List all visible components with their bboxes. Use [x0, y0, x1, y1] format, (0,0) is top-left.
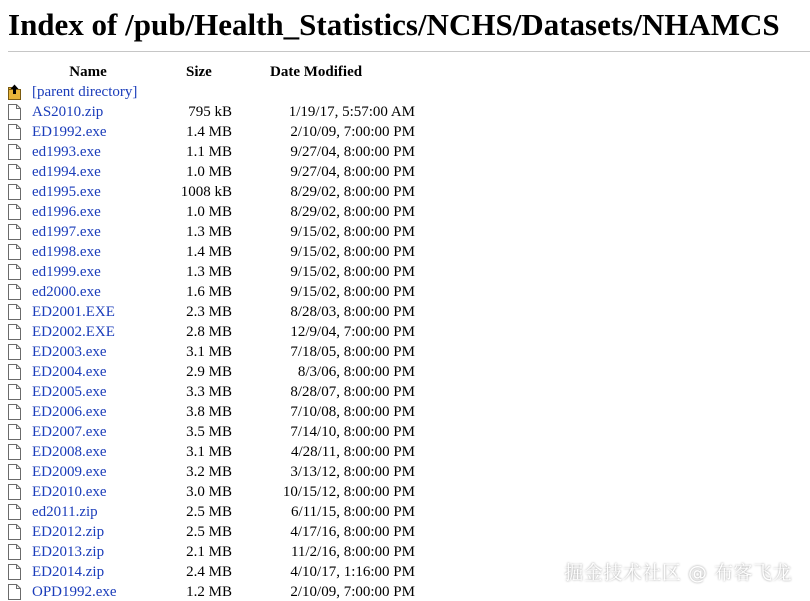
column-header-size[interactable]: Size	[186, 63, 212, 80]
file-name-cell	[8, 522, 168, 542]
file-icon	[8, 364, 21, 380]
file-icon	[8, 164, 21, 180]
file-icon	[8, 544, 21, 560]
file-link[interactable]: ed1999.exe	[32, 263, 101, 280]
file-icon	[8, 244, 21, 260]
file-icon	[8, 264, 21, 280]
file-date-modified: 7/18/05, 8:00:00 PM	[290, 343, 415, 360]
file-date-modified: 4/28/11, 8:00:00 PM	[290, 443, 415, 460]
file-link[interactable]: ED2005.exe	[32, 383, 107, 400]
file-date-modified: 2/10/09, 7:00:00 PM	[290, 583, 415, 600]
file-link[interactable]: ed1994.exe	[32, 163, 101, 180]
table-row	[8, 322, 415, 342]
table-row	[8, 342, 415, 362]
file-link[interactable]: OPD1992.exe	[32, 583, 117, 600]
file-name-cell	[8, 462, 168, 482]
file-link[interactable]: ED2002.EXE	[32, 323, 115, 340]
table-row	[8, 502, 415, 522]
file-date-modified: 9/15/02, 8:00:00 PM	[290, 283, 415, 300]
file-size: 1.6 MB	[186, 283, 232, 300]
file-size: 3.1 MB	[186, 443, 232, 460]
file-name-cell	[8, 102, 168, 122]
file-size: 1.1 MB	[186, 143, 232, 160]
file-icon	[8, 564, 21, 580]
file-date-modified: 8/29/02, 8:00:00 PM	[290, 203, 415, 220]
directory-listing-table	[8, 62, 415, 601]
file-icon	[8, 304, 21, 320]
table-row	[8, 242, 415, 262]
file-icon	[8, 344, 21, 360]
file-icon	[8, 104, 21, 120]
file-name-cell	[8, 142, 168, 162]
file-link[interactable]: ED2014.zip	[32, 563, 105, 580]
table-row	[8, 382, 415, 402]
file-name-cell	[8, 302, 168, 322]
table-row	[8, 422, 415, 442]
table-row	[8, 202, 415, 222]
file-size: 2.4 MB	[186, 563, 232, 580]
file-icon	[8, 504, 21, 520]
table-header-row	[8, 62, 415, 82]
title-divider	[8, 51, 810, 52]
file-name-cell	[8, 222, 168, 242]
file-icon	[8, 124, 21, 140]
file-link[interactable]: ed2000.exe	[32, 283, 101, 300]
file-name-cell	[8, 382, 168, 402]
file-size: 3.8 MB	[186, 403, 232, 420]
file-icon	[8, 444, 21, 460]
file-icon	[8, 204, 21, 220]
file-date-modified: 3/13/12, 8:00:00 PM	[290, 463, 415, 480]
file-icon	[8, 584, 21, 600]
table-row	[8, 222, 415, 242]
file-size: 1008 kB	[180, 183, 232, 200]
file-icon	[8, 144, 21, 160]
file-name-cell	[8, 202, 168, 222]
table-row	[8, 582, 415, 601]
file-size: 1.3 MB	[186, 263, 232, 280]
table-row	[8, 522, 415, 542]
file-link[interactable]: ED2006.exe	[32, 403, 107, 420]
file-link[interactable]: ED2007.exe	[32, 423, 107, 440]
file-icon	[8, 424, 21, 440]
file-link[interactable]: ED2010.exe	[32, 483, 107, 500]
table-row	[8, 282, 415, 302]
file-size: 1.4 MB	[186, 123, 232, 140]
file-size: 2.8 MB	[186, 323, 232, 340]
table-row	[8, 102, 415, 122]
file-date-modified: 8/28/03, 8:00:00 PM	[290, 303, 415, 320]
file-icon	[8, 404, 21, 420]
column-header-date-modified[interactable]: Date Modified	[270, 63, 363, 80]
file-name-cell	[8, 562, 168, 582]
file-name-cell	[8, 322, 168, 342]
file-name-cell	[8, 122, 168, 142]
file-name-cell	[8, 422, 168, 442]
parent-directory-link[interactable]: [parent directory]	[32, 83, 138, 100]
file-name-cell	[8, 362, 168, 382]
file-size: 2.1 MB	[186, 543, 232, 560]
file-size: 795 kB	[188, 103, 232, 120]
folder-up-icon	[8, 84, 21, 100]
table-row	[8, 482, 415, 502]
file-name-cell	[8, 502, 168, 522]
file-date-modified: 9/27/04, 8:00:00 PM	[290, 143, 415, 160]
file-link[interactable]: ED2012.zip	[32, 523, 105, 540]
file-link[interactable]: ed1996.exe	[32, 203, 101, 220]
file-name-cell	[8, 262, 168, 282]
file-link[interactable]: ed2011.zip	[32, 503, 98, 520]
file-icon	[8, 484, 21, 500]
file-link[interactable]: ED2001.EXE	[32, 303, 115, 320]
file-icon	[8, 184, 21, 200]
file-date-modified: 9/15/02, 8:00:00 PM	[290, 223, 415, 240]
file-name-cell	[8, 182, 168, 202]
file-date-modified: 9/27/04, 8:00:00 PM	[290, 163, 415, 180]
file-date-modified: 7/14/10, 8:00:00 PM	[290, 423, 415, 440]
file-size: 3.2 MB	[186, 463, 232, 480]
table-row	[8, 442, 415, 462]
table-row	[8, 302, 415, 322]
file-size: 2.5 MB	[186, 523, 232, 540]
file-link[interactable]: ED2009.exe	[32, 463, 107, 480]
file-date-modified: 12/9/04, 7:00:00 PM	[290, 323, 415, 340]
page-title: Index of /pub/Health_Statistics/NCHS/Datasets/NHAMCS	[8, 7, 780, 42]
file-size: 1.3 MB	[186, 223, 232, 240]
file-date-modified: 1/19/17, 5:57:00 AM	[288, 103, 415, 120]
file-date-modified: 9/15/02, 8:00:00 PM	[290, 243, 415, 260]
file-size: 3.0 MB	[186, 483, 232, 500]
file-link[interactable]: ED2004.exe	[32, 363, 107, 380]
file-icon	[8, 524, 21, 540]
file-date-modified: 2/10/09, 7:00:00 PM	[290, 123, 415, 140]
file-name-cell	[8, 402, 168, 422]
file-name-cell	[8, 282, 168, 302]
file-date-modified: 8/29/02, 8:00:00 PM	[290, 183, 415, 200]
file-link[interactable]: ED2013.zip	[32, 543, 105, 560]
file-size: 1.0 MB	[186, 203, 232, 220]
file-link[interactable]: ed1997.exe	[32, 223, 101, 240]
file-link[interactable]: ed1998.exe	[32, 243, 101, 260]
file-size: 3.5 MB	[186, 423, 232, 440]
file-icon	[8, 464, 21, 480]
table-row	[8, 122, 415, 142]
file-date-modified: 4/10/17, 1:16:00 PM	[290, 563, 415, 580]
file-icon	[8, 324, 21, 340]
file-size: 2.3 MB	[186, 303, 232, 320]
table-row	[8, 562, 415, 582]
watermark-text: 掘金技术社区 @ 布客飞龙	[564, 562, 792, 584]
file-date-modified: 9/15/02, 8:00:00 PM	[290, 263, 415, 280]
file-link[interactable]: ed1993.exe	[32, 143, 101, 160]
file-link[interactable]: AS2010.zip	[32, 103, 104, 120]
column-header-name[interactable]: Name	[69, 63, 107, 80]
file-date-modified: 7/10/08, 8:00:00 PM	[290, 403, 415, 420]
file-size: 1.0 MB	[186, 163, 232, 180]
file-name-cell	[8, 482, 168, 502]
file-date-modified: 8/3/06, 8:00:00 PM	[297, 363, 415, 380]
file-link[interactable]: ED1992.exe	[32, 123, 107, 140]
table-row	[8, 402, 415, 422]
file-date-modified: 8/28/07, 8:00:00 PM	[290, 383, 415, 400]
file-size: 1.2 MB	[186, 583, 232, 600]
file-date-modified: 11/2/16, 8:00:00 PM	[290, 543, 415, 560]
file-size: 3.1 MB	[186, 343, 232, 360]
file-link[interactable]: ed1995.exe	[32, 183, 101, 200]
table-row	[8, 362, 415, 382]
file-icon	[8, 284, 21, 300]
file-name-cell	[8, 342, 168, 362]
file-icon	[8, 224, 21, 240]
file-date-modified: 6/11/15, 8:00:00 PM	[290, 503, 415, 520]
table-row	[8, 182, 415, 202]
file-name-cell	[8, 542, 168, 562]
file-size: 2.9 MB	[186, 363, 232, 380]
file-icon	[8, 384, 21, 400]
parent-directory-row	[8, 82, 415, 102]
file-size: 1.4 MB	[186, 243, 232, 260]
table-row	[8, 462, 415, 482]
file-size: 2.5 MB	[186, 503, 232, 520]
file-name-cell	[8, 162, 168, 182]
table-row	[8, 262, 415, 282]
file-name-cell	[8, 582, 168, 601]
file-name-cell	[8, 442, 168, 462]
table-row	[8, 542, 415, 562]
table-row	[8, 162, 415, 182]
file-date-modified: 4/17/16, 8:00:00 PM	[290, 523, 415, 540]
file-size: 3.3 MB	[186, 383, 232, 400]
file-link[interactable]: ED2003.exe	[32, 343, 107, 360]
file-name-cell	[8, 242, 168, 262]
file-link[interactable]: ED2008.exe	[32, 443, 107, 460]
file-date-modified: 10/15/12, 8:00:00 PM	[282, 483, 415, 500]
table-row	[8, 142, 415, 162]
